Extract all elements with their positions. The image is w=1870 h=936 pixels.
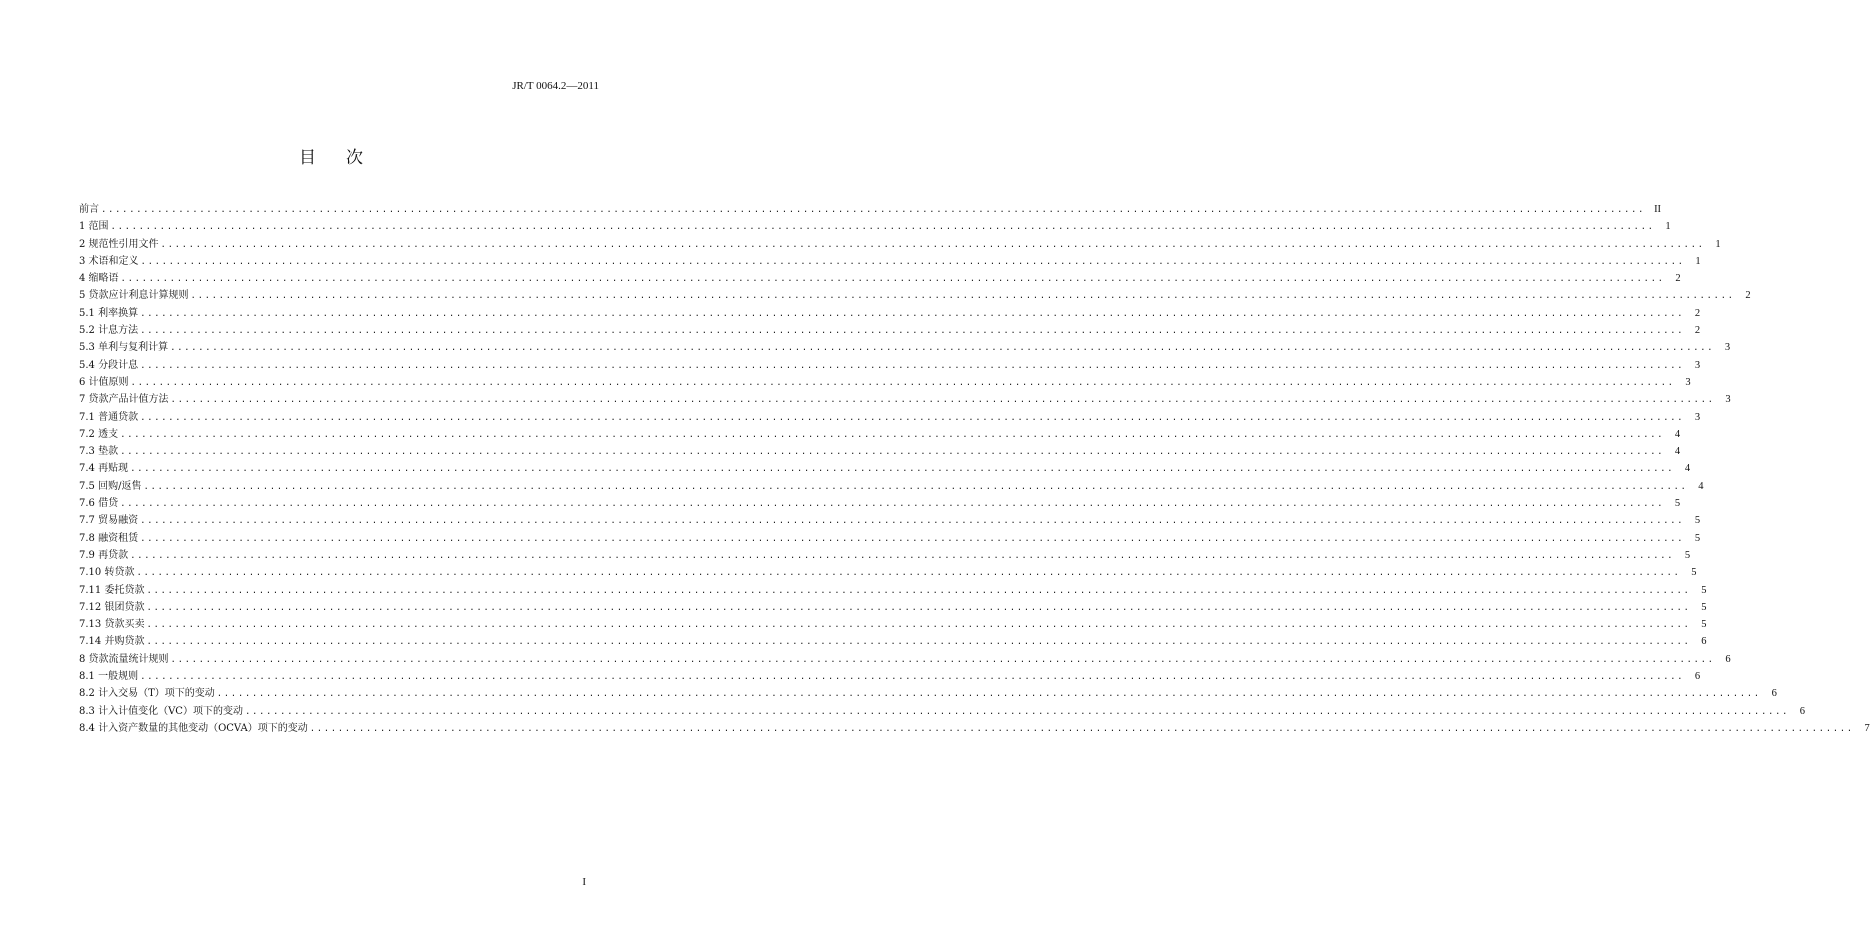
toc-leader-dots: ............................................................................................................................................................................................................................ xyxy=(140,360,1685,371)
toc-entry[interactable] xyxy=(79,547,1691,564)
toc-entry[interactable] xyxy=(79,582,1707,599)
toc-entry-label: 8 贷款流量统计规则 xyxy=(79,653,169,665)
toc-entry[interactable] xyxy=(79,478,1704,495)
toc-entry-label: 1 范围 xyxy=(79,221,109,233)
toc-leader-dots: ............................................................................................................................................................................................................................ xyxy=(120,429,1665,440)
toc-entry[interactable] xyxy=(79,512,1701,529)
toc-entry-label: 7.3 垫款 xyxy=(79,446,119,458)
toc-entry-page: 1 xyxy=(1695,255,1701,267)
toc-leader-dots: ............................................................................................................................................................................................................................ xyxy=(146,602,1691,613)
toc-entry-page: 4 xyxy=(1698,480,1704,492)
toc-entry[interactable] xyxy=(79,685,1777,702)
toc-entry-label: 7.12 银团贷款 xyxy=(79,601,145,613)
toc-entry-page: 5 xyxy=(1684,549,1691,561)
toc-entry-label: 5.4 分段计息 xyxy=(79,359,139,371)
toc-entry[interactable] xyxy=(79,201,1662,218)
toc-entry-page: 1 xyxy=(1665,221,1671,233)
toc-entry[interactable] xyxy=(79,426,1681,443)
toc-leader-dots: ............................................................................................................................................................................................................................ xyxy=(160,239,1705,250)
toc-leader-dots: ............................................................................................................................................................................................................................ xyxy=(101,205,1646,215)
toc-entry[interactable] xyxy=(79,599,1707,616)
toc-entry-page: 5 xyxy=(1674,498,1681,510)
toc-entry-label: 前言 xyxy=(79,204,99,215)
toc-entry-label: 5.2 计息方法 xyxy=(79,325,139,337)
toc-leader-dots: ............................................................................................................................................................................................................................ xyxy=(140,672,1685,683)
toc-entry-page: 5 xyxy=(1701,584,1707,596)
toc-entry[interactable] xyxy=(79,460,1691,477)
toc-entry[interactable] xyxy=(79,703,1806,720)
toc-entry[interactable] xyxy=(79,236,1721,253)
toc-leader-dots: ............................................................................................................................................................................................................................ xyxy=(130,464,1675,475)
toc-entry[interactable] xyxy=(79,287,1751,304)
toc-entry[interactable] xyxy=(79,616,1707,633)
toc-entry[interactable] xyxy=(79,270,1681,287)
toc-entry[interactable] xyxy=(79,218,1671,235)
toc-leader-dots: ............................................................................................................................................................................................................................ xyxy=(136,568,1681,579)
toc-leader-dots: ............................................................................................................................................................................................................................ xyxy=(140,412,1685,423)
toc-entry[interactable] xyxy=(79,391,1731,408)
toc-entry-page: 3 xyxy=(1694,411,1701,423)
toc-leader-dots: ............................................................................................................................................................................................................................ xyxy=(140,256,1685,267)
toc-entry-page: 6 xyxy=(1694,671,1701,683)
toc-leader-dots: ............................................................................................................................................................................................................................ xyxy=(140,308,1685,319)
toc-leader-dots: ............................................................................................................................................................................................................................ xyxy=(130,550,1675,561)
toc-entry-page: 2 xyxy=(1694,325,1701,337)
toc-entry-label: 7.5 回购/返售 xyxy=(79,480,142,492)
toc-entry-label: 8.3 计入计值变化（VC）项下的变动 xyxy=(79,705,243,717)
table-of-contents xyxy=(79,201,1870,737)
toc-entry-label: 8.2 计入交易（T）项下的变动 xyxy=(79,688,215,700)
toc-entry-page: 3 xyxy=(1694,359,1701,371)
toc-leader-dots: ............................................................................................................................................................................................................................ xyxy=(244,706,1790,717)
standard-code: JR/T 0064.2—2011 xyxy=(512,80,599,92)
toc-entry-page: 2 xyxy=(1675,273,1681,285)
toc-entry[interactable] xyxy=(79,339,1731,356)
toc-entry-label: 7 贷款产品计值方法 xyxy=(79,394,169,406)
toc-entry-label: 7.9 再贷款 xyxy=(79,549,129,561)
toc-entry[interactable] xyxy=(79,564,1697,581)
toc-entry-label: 4 缩略语 xyxy=(79,273,119,285)
toc-entry-page: 3 xyxy=(1685,376,1691,388)
toc-entry-label: 7.13 贷款买卖 xyxy=(79,619,145,631)
toc-entry-page: 5 xyxy=(1701,619,1707,631)
toc-entry-label: 2 规范性引用文件 xyxy=(79,238,159,250)
toc-entry[interactable] xyxy=(79,253,1701,270)
toc-leader-dots: ............................................................................................................................................................................................................................ xyxy=(140,326,1685,337)
toc-entry-page: 5 xyxy=(1694,532,1701,544)
toc-entry-label: 7.8 融资租赁 xyxy=(79,532,139,544)
toc-leader-dots: ............................................................................................................................................................................................................................ xyxy=(120,499,1665,510)
toc-leader-dots: ............................................................................................................................................................................................................................ xyxy=(110,222,1655,233)
toc-entry-label: 3 术语和定义 xyxy=(79,255,139,267)
toc-entry-page: 3 xyxy=(1724,342,1731,354)
toc-entry-label: 7.11 委托贷款 xyxy=(79,584,145,596)
toc-leader-dots: ............................................................................................................................................................................................................................ xyxy=(146,637,1691,648)
toc-entry-page: 6 xyxy=(1771,688,1777,700)
toc-entry-page: 3 xyxy=(1725,394,1731,406)
toc-entry-label: 7.14 并购贷款 xyxy=(79,636,145,648)
toc-entry[interactable] xyxy=(79,668,1701,685)
toc-leader-dots: ............................................................................................................................................................................................................................ xyxy=(216,689,1761,700)
toc-entry[interactable] xyxy=(79,495,1681,512)
toc-entry-page: 5 xyxy=(1691,567,1697,579)
toc-entry[interactable] xyxy=(79,530,1701,547)
toc-entry-label: 8.4 计入资产数量的其他变动（OCVA）项下的变动 xyxy=(79,722,308,734)
toc-leader-dots: ............................................................................................................................................................................................................................ xyxy=(170,654,1715,665)
toc-entry-page: 4 xyxy=(1684,463,1691,475)
toc-leader-dots: ............................................................................................................................................................................................................................ xyxy=(146,620,1691,631)
toc-entry-label: 8.1 一般规则 xyxy=(79,671,139,683)
toc-leader-dots: ............................................................................................................................................................................................................................ xyxy=(170,395,1715,406)
toc-leader-dots: ............................................................................................................................................................................................................................ xyxy=(140,533,1685,544)
toc-entry[interactable] xyxy=(79,374,1691,391)
toc-leader-dots: ............................................................................................................................................................................................................................ xyxy=(120,274,1665,285)
toc-entry[interactable] xyxy=(79,357,1701,374)
toc-entry-page: 2 xyxy=(1745,290,1751,302)
page-number: I xyxy=(582,876,586,888)
toc-entry-label: 7.6 借贷 xyxy=(79,498,119,510)
toc-entry[interactable] xyxy=(79,633,1707,650)
toc-entry-label: 6 计值原则 xyxy=(79,376,129,388)
toc-entry-label: 7.1 普通贷款 xyxy=(79,411,139,423)
toc-entry-page: 1 xyxy=(1715,238,1721,250)
toc-entry-page: 6 xyxy=(1701,636,1707,648)
toc-entry-page: 6 xyxy=(1725,653,1731,665)
toc-entry-label: 7.4 再贴现 xyxy=(79,463,129,475)
toc-entry[interactable] xyxy=(79,651,1731,668)
page-title: 目次 xyxy=(299,148,393,168)
toc-entry-label: 7.7 贸易融资 xyxy=(79,515,139,527)
toc-entry-label: 5.3 单利与复利计算 xyxy=(79,342,169,354)
toc-entry[interactable] xyxy=(79,322,1701,339)
toc-entry[interactable] xyxy=(79,720,1870,737)
toc-leader-dots: ............................................................................................................................................................................................................................ xyxy=(309,723,1854,734)
toc-leader-dots: ............................................................................................................................................................................................................................ xyxy=(170,343,1715,354)
toc-entry-page: II xyxy=(1654,204,1662,215)
toc-leader-dots: ............................................................................................................................................................................................................................ xyxy=(140,516,1685,527)
toc-entry-label: 7.10 转贷款 xyxy=(79,567,135,579)
toc-leader-dots: ............................................................................................................................................................................................................................ xyxy=(130,377,1675,388)
toc-entry-page: 4 xyxy=(1674,428,1681,440)
toc-entry-page: 5 xyxy=(1694,515,1701,527)
toc-entry-page: 6 xyxy=(1799,705,1806,717)
toc-leader-dots: ............................................................................................................................................................................................................................ xyxy=(143,481,1688,492)
toc-entry[interactable] xyxy=(79,409,1701,426)
toc-leader-dots: ............................................................................................................................................................................................................................ xyxy=(120,447,1665,458)
toc-entry-label: 5 贷款应计利息计算规则 xyxy=(79,290,189,302)
toc-entry-label: 7.2 透支 xyxy=(79,428,119,440)
toc-entry-page: 5 xyxy=(1701,601,1707,613)
toc-entry[interactable] xyxy=(79,443,1681,460)
toc-entry-page: 4 xyxy=(1674,446,1681,458)
toc-leader-dots: ............................................................................................................................................................................................................................ xyxy=(146,585,1691,596)
toc-leader-dots: ............................................................................................................................................................................................................................ xyxy=(190,291,1735,302)
toc-entry-page: 7 xyxy=(1864,722,1870,734)
toc-entry[interactable] xyxy=(79,305,1701,322)
toc-entry-page: 2 xyxy=(1694,307,1701,319)
toc-entry-label: 5.1 利率换算 xyxy=(79,307,139,319)
